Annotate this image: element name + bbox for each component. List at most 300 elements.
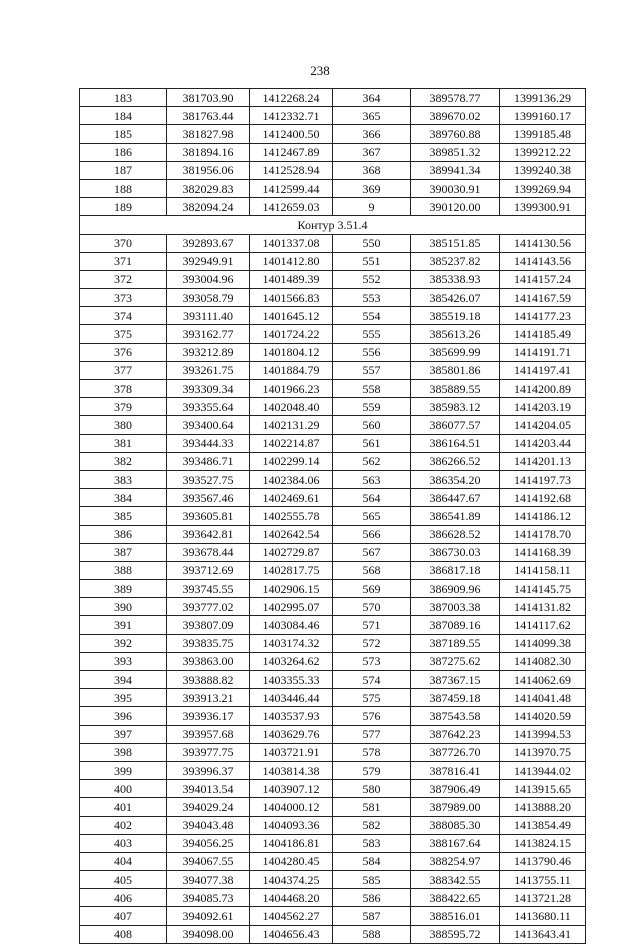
table-row xyxy=(80,616,586,634)
table-cell: 1399300.91 xyxy=(500,198,586,216)
table-body-top xyxy=(80,89,586,216)
table-cell: 1402299.14 xyxy=(250,452,333,470)
table-cell: 394067.55 xyxy=(167,852,250,870)
table-cell: 1399136.29 xyxy=(500,89,586,107)
table-cell: 386628.52 xyxy=(411,525,500,543)
table-cell: 582 xyxy=(333,816,411,834)
table-cell: 1414099.38 xyxy=(500,634,586,652)
table-cell: 393807.09 xyxy=(167,616,250,634)
table-cell: 364 xyxy=(333,89,411,107)
table-cell: 1402555.78 xyxy=(250,507,333,525)
table-cell: 393678.44 xyxy=(167,543,250,561)
table-cell: 1412467.89 xyxy=(250,143,333,161)
table-row xyxy=(80,907,586,925)
table-cell: 1402817.75 xyxy=(250,561,333,579)
table-cell: 1414203.44 xyxy=(500,434,586,452)
table-cell: 1414185.49 xyxy=(500,325,586,343)
table-cell: 1403446.44 xyxy=(250,689,333,707)
table-row xyxy=(80,707,586,725)
table-cell: 1414131.82 xyxy=(500,598,586,616)
table-cell: 387275.62 xyxy=(411,652,500,670)
table-cell: 1414186.12 xyxy=(500,507,586,525)
table-cell: 406 xyxy=(80,889,167,907)
table-cell: 1414177.23 xyxy=(500,307,586,325)
table-row xyxy=(80,761,586,779)
table-row xyxy=(80,871,586,889)
table-cell: 386354.20 xyxy=(411,470,500,488)
table-cell: 393996.37 xyxy=(167,761,250,779)
table-cell: 1404280.45 xyxy=(250,852,333,870)
table-cell: 386909.96 xyxy=(411,580,500,598)
table-cell: 390120.00 xyxy=(411,198,500,216)
table-row xyxy=(80,689,586,707)
table-row xyxy=(80,561,586,579)
table-cell: 1401966.23 xyxy=(250,380,333,398)
table-row xyxy=(80,107,586,125)
table-row xyxy=(80,234,586,252)
table-row xyxy=(80,507,586,525)
table-cell: 394013.54 xyxy=(167,780,250,798)
table-cell: 393835.75 xyxy=(167,634,250,652)
table-cell: 583 xyxy=(333,834,411,852)
table-row xyxy=(80,89,586,107)
table-cell: 1414178.70 xyxy=(500,525,586,543)
table-cell: 575 xyxy=(333,689,411,707)
table-cell: 1413854.49 xyxy=(500,816,586,834)
table-cell: 389578.77 xyxy=(411,89,500,107)
table-cell: 393527.75 xyxy=(167,470,250,488)
table-cell: 393567.46 xyxy=(167,489,250,507)
table-cell: 371 xyxy=(80,252,167,270)
section-row xyxy=(80,216,586,234)
table-cell: 393913.21 xyxy=(167,689,250,707)
table-cell: 387642.23 xyxy=(411,725,500,743)
table-cell: 579 xyxy=(333,761,411,779)
table-cell: 393058.79 xyxy=(167,289,250,307)
table-cell: 399 xyxy=(80,761,167,779)
table-cell: 382094.24 xyxy=(167,198,250,216)
table-cell: 385699.99 xyxy=(411,343,500,361)
table-cell: 1399240.38 xyxy=(500,161,586,179)
table-cell: 382 xyxy=(80,452,167,470)
table-row xyxy=(80,652,586,670)
table-cell: 393444.33 xyxy=(167,434,250,452)
table-cell: 1402131.29 xyxy=(250,416,333,434)
table-cell: 9 xyxy=(333,198,411,216)
table-cell: 393162.77 xyxy=(167,325,250,343)
table-cell: 375 xyxy=(80,325,167,343)
table-cell: 405 xyxy=(80,871,167,889)
table-row xyxy=(80,925,586,943)
table-cell: 1401412.80 xyxy=(250,252,333,270)
table-cell: 1414192.68 xyxy=(500,489,586,507)
table-cell: 1413888.20 xyxy=(500,798,586,816)
table-cell: 389851.32 xyxy=(411,143,500,161)
table-row xyxy=(80,143,586,161)
table-row xyxy=(80,798,586,816)
table-cell: 374 xyxy=(80,307,167,325)
table-row xyxy=(80,198,586,216)
table-cell: 386447.67 xyxy=(411,489,500,507)
table-row xyxy=(80,634,586,652)
table-cell: 393 xyxy=(80,652,167,670)
table-row xyxy=(80,489,586,507)
table-cell: 394029.24 xyxy=(167,798,250,816)
table-body-bottom xyxy=(80,234,586,943)
table-cell: 394085.73 xyxy=(167,889,250,907)
table-cell: 585 xyxy=(333,871,411,889)
table-cell: 1414143.56 xyxy=(500,252,586,270)
table-cell: 1412599.44 xyxy=(250,179,333,197)
table-cell: 1404468.20 xyxy=(250,889,333,907)
table-row xyxy=(80,270,586,288)
table-cell: 184 xyxy=(80,107,167,125)
table-row xyxy=(80,852,586,870)
table-cell: 576 xyxy=(333,707,411,725)
table-cell: 1413680.11 xyxy=(500,907,586,925)
table-cell: 1404186.81 xyxy=(250,834,333,852)
table-cell: 394092.61 xyxy=(167,907,250,925)
table-cell: 1412528.94 xyxy=(250,161,333,179)
table-cell: 1403174.32 xyxy=(250,634,333,652)
table-cell: 389760.88 xyxy=(411,125,500,143)
table-cell: 185 xyxy=(80,125,167,143)
table-cell: 1414082.30 xyxy=(500,652,586,670)
table-cell: 188 xyxy=(80,179,167,197)
table-cell: 1404000.12 xyxy=(250,798,333,816)
table-cell: 1414203.19 xyxy=(500,398,586,416)
table-row xyxy=(80,179,586,197)
table-cell: 562 xyxy=(333,452,411,470)
table-cell: 393777.02 xyxy=(167,598,250,616)
table-cell: 381827.98 xyxy=(167,125,250,143)
table-cell: 1413790.46 xyxy=(500,852,586,870)
table-cell: 1403355.33 xyxy=(250,671,333,689)
table-cell: 1412268.24 xyxy=(250,89,333,107)
table-cell: 379 xyxy=(80,398,167,416)
table-cell: 385613.26 xyxy=(411,325,500,343)
table-cell: 187 xyxy=(80,161,167,179)
table-cell: 1402995.07 xyxy=(250,598,333,616)
table-cell: 389670.02 xyxy=(411,107,500,125)
table-cell: 387189.55 xyxy=(411,634,500,652)
table-row xyxy=(80,161,586,179)
table-cell: 388595.72 xyxy=(411,925,500,943)
table-cell: 1404093.36 xyxy=(250,816,333,834)
table-cell: 388422.65 xyxy=(411,889,500,907)
table-cell: 403 xyxy=(80,834,167,852)
table-cell: 550 xyxy=(333,234,411,252)
table-cell: 388342.55 xyxy=(411,871,500,889)
table-cell: 1404656.43 xyxy=(250,925,333,943)
table-cell: 1414200.89 xyxy=(500,380,586,398)
table-cell: 394 xyxy=(80,671,167,689)
table-row xyxy=(80,525,586,543)
table-cell: 385519.18 xyxy=(411,307,500,325)
table-cell: 560 xyxy=(333,416,411,434)
table-cell: 373 xyxy=(80,289,167,307)
table-cell: 385801.86 xyxy=(411,361,500,379)
table-cell: 1403537.93 xyxy=(250,707,333,725)
table-cell: 393605.81 xyxy=(167,507,250,525)
table-row xyxy=(80,816,586,834)
table-cell: 573 xyxy=(333,652,411,670)
table-cell: 1414041.48 xyxy=(500,689,586,707)
table-cell: 388516.01 xyxy=(411,907,500,925)
table-cell: 1414191.71 xyxy=(500,343,586,361)
table-cell: 186 xyxy=(80,143,167,161)
table-cell: 393863.00 xyxy=(167,652,250,670)
table-cell: 394098.00 xyxy=(167,925,250,943)
table-cell: 365 xyxy=(333,107,411,125)
table-cell: 386 xyxy=(80,525,167,543)
table-cell: 390030.91 xyxy=(411,179,500,197)
table-cell: 394043.48 xyxy=(167,816,250,834)
page-number: 238 xyxy=(310,63,330,78)
table-cell: 1402384.06 xyxy=(250,470,333,488)
table-cell: 387 xyxy=(80,543,167,561)
table-cell: 393004.96 xyxy=(167,270,250,288)
table-cell: 559 xyxy=(333,398,411,416)
table-row xyxy=(80,671,586,689)
table-cell: 1414020.59 xyxy=(500,707,586,725)
table-cell: 387543.58 xyxy=(411,707,500,725)
table-cell: 385983.12 xyxy=(411,398,500,416)
table-cell: 392893.67 xyxy=(167,234,250,252)
table-cell: 565 xyxy=(333,507,411,525)
table-cell: 553 xyxy=(333,289,411,307)
table-cell: 383 xyxy=(80,470,167,488)
table-cell: 1403629.76 xyxy=(250,725,333,743)
table-row xyxy=(80,834,586,852)
table-cell: 1414201.13 xyxy=(500,452,586,470)
table-cell: 1401884.79 xyxy=(250,361,333,379)
table-cell: 555 xyxy=(333,325,411,343)
table-cell: 388254.97 xyxy=(411,852,500,870)
table-row xyxy=(80,452,586,470)
table-cell: 392949.91 xyxy=(167,252,250,270)
table-cell: 561 xyxy=(333,434,411,452)
table-cell: 367 xyxy=(333,143,411,161)
table-cell: 393111.40 xyxy=(167,307,250,325)
table-cell: 385889.55 xyxy=(411,380,500,398)
table-cell: 570 xyxy=(333,598,411,616)
table-cell: 393355.64 xyxy=(167,398,250,416)
table-cell: 381703.90 xyxy=(167,89,250,107)
table-cell: 1414197.73 xyxy=(500,470,586,488)
table-cell: 1399212.22 xyxy=(500,143,586,161)
table-cell: 1401645.12 xyxy=(250,307,333,325)
table-cell: 1414197.41 xyxy=(500,361,586,379)
table-cell: 369 xyxy=(333,179,411,197)
table-row xyxy=(80,725,586,743)
section-header xyxy=(80,216,586,234)
table-cell: 1403721.91 xyxy=(250,743,333,761)
table-cell: 400 xyxy=(80,780,167,798)
table-cell: 385426.07 xyxy=(411,289,500,307)
table-cell: 394056.25 xyxy=(167,834,250,852)
table-cell: 1412332.71 xyxy=(250,107,333,125)
table-cell: 1402906.15 xyxy=(250,580,333,598)
table-cell: 1404562.27 xyxy=(250,907,333,925)
table-cell: 1414117.62 xyxy=(500,616,586,634)
table-cell: 380 xyxy=(80,416,167,434)
table-cell: 387089.16 xyxy=(411,616,500,634)
table-cell: 580 xyxy=(333,780,411,798)
table-cell: 1403084.46 xyxy=(250,616,333,634)
table-row xyxy=(80,780,586,798)
table-cell: 1414145.75 xyxy=(500,580,586,598)
table-cell: 408 xyxy=(80,925,167,943)
table-cell: 386077.57 xyxy=(411,416,500,434)
table-cell: 404 xyxy=(80,852,167,870)
table-row xyxy=(80,380,586,398)
table-cell: 385338.93 xyxy=(411,270,500,288)
table-cell: 1413994.53 xyxy=(500,725,586,743)
table-cell: 1413915.65 xyxy=(500,780,586,798)
table-cell: 393957.68 xyxy=(167,725,250,743)
table-cell: 385 xyxy=(80,507,167,525)
table-cell: 584 xyxy=(333,852,411,870)
table-cell: 1413824.15 xyxy=(500,834,586,852)
table-cell: 563 xyxy=(333,470,411,488)
table-cell: 396 xyxy=(80,707,167,725)
table-cell: 189 xyxy=(80,198,167,216)
table-cell: 387989.00 xyxy=(411,798,500,816)
table-cell: 368 xyxy=(333,161,411,179)
table-cell: 395 xyxy=(80,689,167,707)
table-row xyxy=(80,889,586,907)
table-cell: 386730.03 xyxy=(411,543,500,561)
table-cell: 551 xyxy=(333,252,411,270)
table-cell: 386164.51 xyxy=(411,434,500,452)
table-cell: 393888.82 xyxy=(167,671,250,689)
table-row xyxy=(80,580,586,598)
table-cell: 387906.49 xyxy=(411,780,500,798)
table-cell: 389941.34 xyxy=(411,161,500,179)
table-cell: 577 xyxy=(333,725,411,743)
table-cell: 388 xyxy=(80,561,167,579)
table-cell: 389 xyxy=(80,580,167,598)
section-title: Контур 3.51.4 xyxy=(80,216,586,234)
table-cell: 366 xyxy=(333,125,411,143)
table-cell: 1399185.48 xyxy=(500,125,586,143)
table-cell: 568 xyxy=(333,561,411,579)
table-row xyxy=(80,361,586,379)
table-row xyxy=(80,416,586,434)
table-cell: 1401804.12 xyxy=(250,343,333,361)
table-cell: 564 xyxy=(333,489,411,507)
table-cell: 588 xyxy=(333,925,411,943)
table-cell: 1414157.24 xyxy=(500,270,586,288)
table-cell: 556 xyxy=(333,343,411,361)
table-cell: 385237.82 xyxy=(411,252,500,270)
table-cell: 378 xyxy=(80,380,167,398)
table-row xyxy=(80,343,586,361)
table-cell: 393642.81 xyxy=(167,525,250,543)
table-cell: 1403264.62 xyxy=(250,652,333,670)
table-cell: 557 xyxy=(333,361,411,379)
table-cell: 386817.18 xyxy=(411,561,500,579)
table-row xyxy=(80,252,586,270)
table-cell: 370 xyxy=(80,234,167,252)
table-cell: 572 xyxy=(333,634,411,652)
table-cell: 393261.75 xyxy=(167,361,250,379)
table-row xyxy=(80,598,586,616)
table-cell: 384 xyxy=(80,489,167,507)
table-cell: 1399160.17 xyxy=(500,107,586,125)
table-cell: 1413944.02 xyxy=(500,761,586,779)
table-cell: 1414167.59 xyxy=(500,289,586,307)
table-cell: 1401489.39 xyxy=(250,270,333,288)
table-cell: 574 xyxy=(333,671,411,689)
table-cell: 1414168.39 xyxy=(500,543,586,561)
table-cell: 393212.89 xyxy=(167,343,250,361)
table-cell: 393486.71 xyxy=(167,452,250,470)
table-cell: 393400.64 xyxy=(167,416,250,434)
table-cell: 1413755.11 xyxy=(500,871,586,889)
table-cell: 393309.34 xyxy=(167,380,250,398)
table-cell: 552 xyxy=(333,270,411,288)
table-cell: 1399269.94 xyxy=(500,179,586,197)
table-cell: 1401566.83 xyxy=(250,289,333,307)
table-cell: 393977.75 xyxy=(167,743,250,761)
table-row xyxy=(80,125,586,143)
table-cell: 390 xyxy=(80,598,167,616)
table-cell: 1413970.75 xyxy=(500,743,586,761)
table-cell: 381 xyxy=(80,434,167,452)
table-row xyxy=(80,434,586,452)
table-cell: 377 xyxy=(80,361,167,379)
table-cell: 376 xyxy=(80,343,167,361)
table-cell: 558 xyxy=(333,380,411,398)
table-cell: 183 xyxy=(80,89,167,107)
table-cell: 581 xyxy=(333,798,411,816)
table-cell: 566 xyxy=(333,525,411,543)
table-cell: 407 xyxy=(80,907,167,925)
table-cell: 1402469.61 xyxy=(250,489,333,507)
table-cell: 392 xyxy=(80,634,167,652)
table-cell: 567 xyxy=(333,543,411,561)
table-cell: 381956.06 xyxy=(167,161,250,179)
table-cell: 1404374.25 xyxy=(250,871,333,889)
table-cell: 385151.85 xyxy=(411,234,500,252)
table-cell: 391 xyxy=(80,616,167,634)
table-cell: 386541.89 xyxy=(411,507,500,525)
table-cell: 388085.30 xyxy=(411,816,500,834)
table-cell: 372 xyxy=(80,270,167,288)
table-cell: 571 xyxy=(333,616,411,634)
table-cell: 387459.18 xyxy=(411,689,500,707)
table-row xyxy=(80,543,586,561)
table-cell: 386266.52 xyxy=(411,452,500,470)
table-cell: 398 xyxy=(80,743,167,761)
table-cell: 382029.83 xyxy=(167,179,250,197)
table-cell: 402 xyxy=(80,816,167,834)
table-cell: 1412659.03 xyxy=(250,198,333,216)
table-cell: 1402642.54 xyxy=(250,525,333,543)
table-cell: 393712.69 xyxy=(167,561,250,579)
table-cell: 401 xyxy=(80,798,167,816)
table-row xyxy=(80,470,586,488)
table-cell: 586 xyxy=(333,889,411,907)
table-cell: 393936.17 xyxy=(167,707,250,725)
table-cell: 393745.55 xyxy=(167,580,250,598)
table-cell: 1402214.87 xyxy=(250,434,333,452)
table-cell: 381763.44 xyxy=(167,107,250,125)
table-cell: 388167.64 xyxy=(411,834,500,852)
table-row xyxy=(80,325,586,343)
